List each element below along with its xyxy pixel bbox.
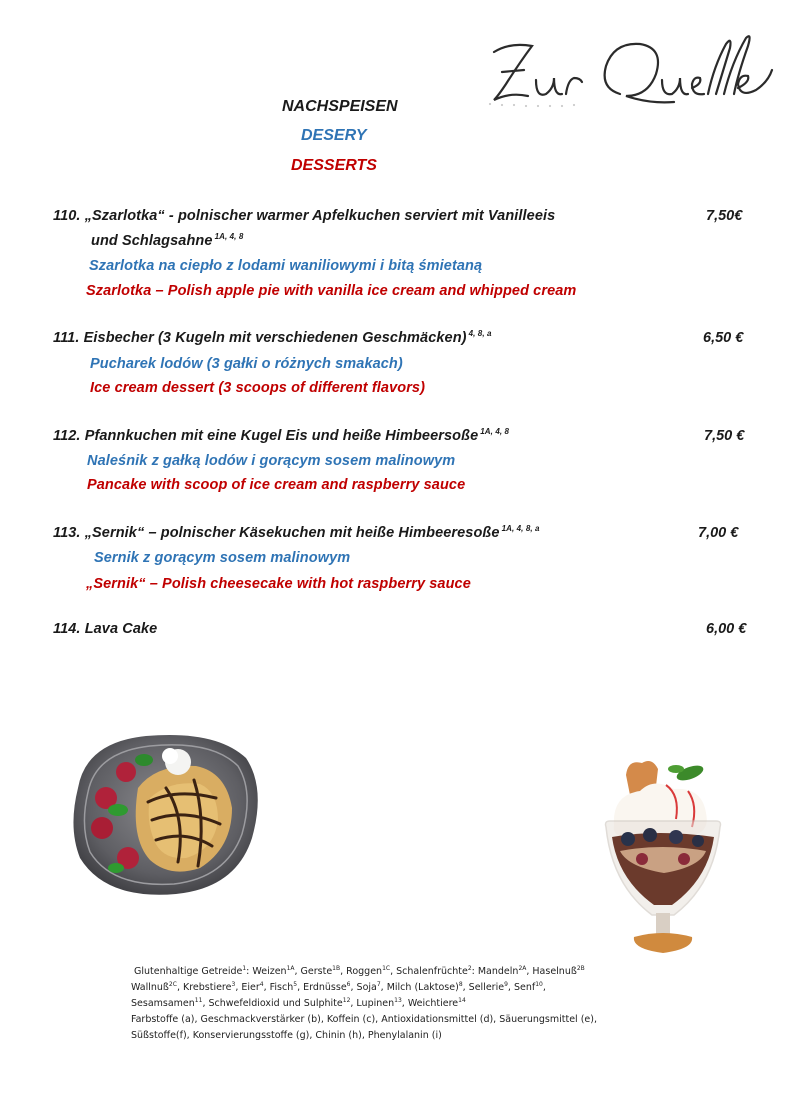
item-111-name-de: 111. Eisbecher (3 Kugeln mit verschiedenen Geschmäcken) $^{4, 8, a}$ <box>53 329 492 346</box>
item-110-name-de: 110. „Szarlotka“ - polnischer warmer Apfelkuchen serviert mit Vanilleeis <box>53 208 556 224</box>
pancake-plate-photo <box>66 728 266 898</box>
item-113-number: 113. <box>53 525 81 541</box>
item-112-name-de: 112. Pfannkuchen mit eine Kugel Eis und heiße Himbeersoße $^{1A, 4, 8}$ <box>53 427 510 444</box>
item-114-number: 114. <box>53 621 81 637</box>
item-112-number: 112. <box>53 428 81 444</box>
item-110-name-pl: Szarlotka na ciepło z lodami waniliowymi i bitą śmietaną <box>89 258 483 274</box>
item-112-name-pl: Naleśnik z gałką lodów i gorącym sosem malinowym <box>87 453 456 469</box>
ice-cream-sundae-photo <box>598 755 728 960</box>
item-114-name-de: 114. Lava Cake <box>53 621 158 637</box>
item-111-price: 6,50 € <box>703 330 744 346</box>
item-112-name-en: Pancake with scoop of ice cream and raspberry sauce <box>87 477 466 493</box>
title-german: NACHSPEISEN <box>282 98 398 115</box>
item-112-allergens: 1A, 4, 8 <box>480 427 510 437</box>
item-113-price: 7,00 € <box>698 525 739 541</box>
legend-line-2: Wallnuß$^{2C}$, Krebstiere$^3$, Eier$^4$, Fisch$^5$, Erdnüsse$^6$, Soja$^7$, Milch (Laktose)$^8$, Sellerie$^9$, Senf$^{10}$, <box>131 980 546 993</box>
item-111-name-en: Ice cream dessert (3 scoops of different flavors) <box>90 380 426 396</box>
item-113-name-en: „Sernik“ – Polish cheesecake with hot raspberry sauce <box>86 576 471 592</box>
item-111-allergens: 4, 8, a <box>468 329 492 339</box>
item-114-price: 6,00 € <box>706 621 747 637</box>
item-111-number: 111. <box>53 330 80 346</box>
legend-line-5: Süßstoffe(f), Konservierungsstoffe (g), Chinin (h), Phenylalanin (i) <box>131 1030 442 1041</box>
item-110-price: 7,50€ <box>706 208 743 224</box>
item-112-price: 7,50 € <box>704 428 745 444</box>
legend-line-4: Farbstoffe (a), Geschmackverstärker (b), Koffein (c), Antioxidationsmittel (d), Säuerungsmittel (e), <box>131 1014 597 1025</box>
item-111-name-pl: Pucharek lodów (3 gałki o różnych smakach) <box>90 356 403 372</box>
title-polish: DESERY <box>301 127 367 144</box>
title-english: DESSERTS <box>291 157 377 174</box>
item-113-name-pl: Sernik z gorącym sosem malinowym <box>94 550 351 566</box>
item-110-name-en: Szarlotka – Polish apple pie with vanilla ice cream and whipped cream <box>86 283 577 299</box>
item-110-number: 110. <box>53 208 81 224</box>
legend-line-1: Glutenhaltige Getreide$^1$: Weizen$^{1A}$, Gerste$^{1B}$, Roggen$^{1C}$, Schalenfrüchte$^2$: Mandeln$^{2A}$, Haselnuß$^{2B}$ <box>134 964 585 977</box>
item-113-allergens: 1A, 4, 8, a <box>501 524 540 534</box>
item-110-allergens: 1A, 4, 8 <box>214 232 244 242</box>
item-110-name-de-line2: und Schlagsahne $^{1A, 4, 8}$ <box>91 232 244 249</box>
zur-quelle-logo <box>480 22 780 112</box>
allergen-legend <box>131 964 631 1044</box>
legend-line-3: Sesamsamen$^{11}$, Schwefeldioxid und Sulphite$^{12}$, Lupinen$^{13}$, Weichtiere$^{14}$ <box>131 996 466 1009</box>
item-113-name-de: 113. „Sernik“ – polnischer Käsekuchen mit heiße Himbeeresoße $^{1A, 4, 8, a}$ <box>53 524 540 541</box>
